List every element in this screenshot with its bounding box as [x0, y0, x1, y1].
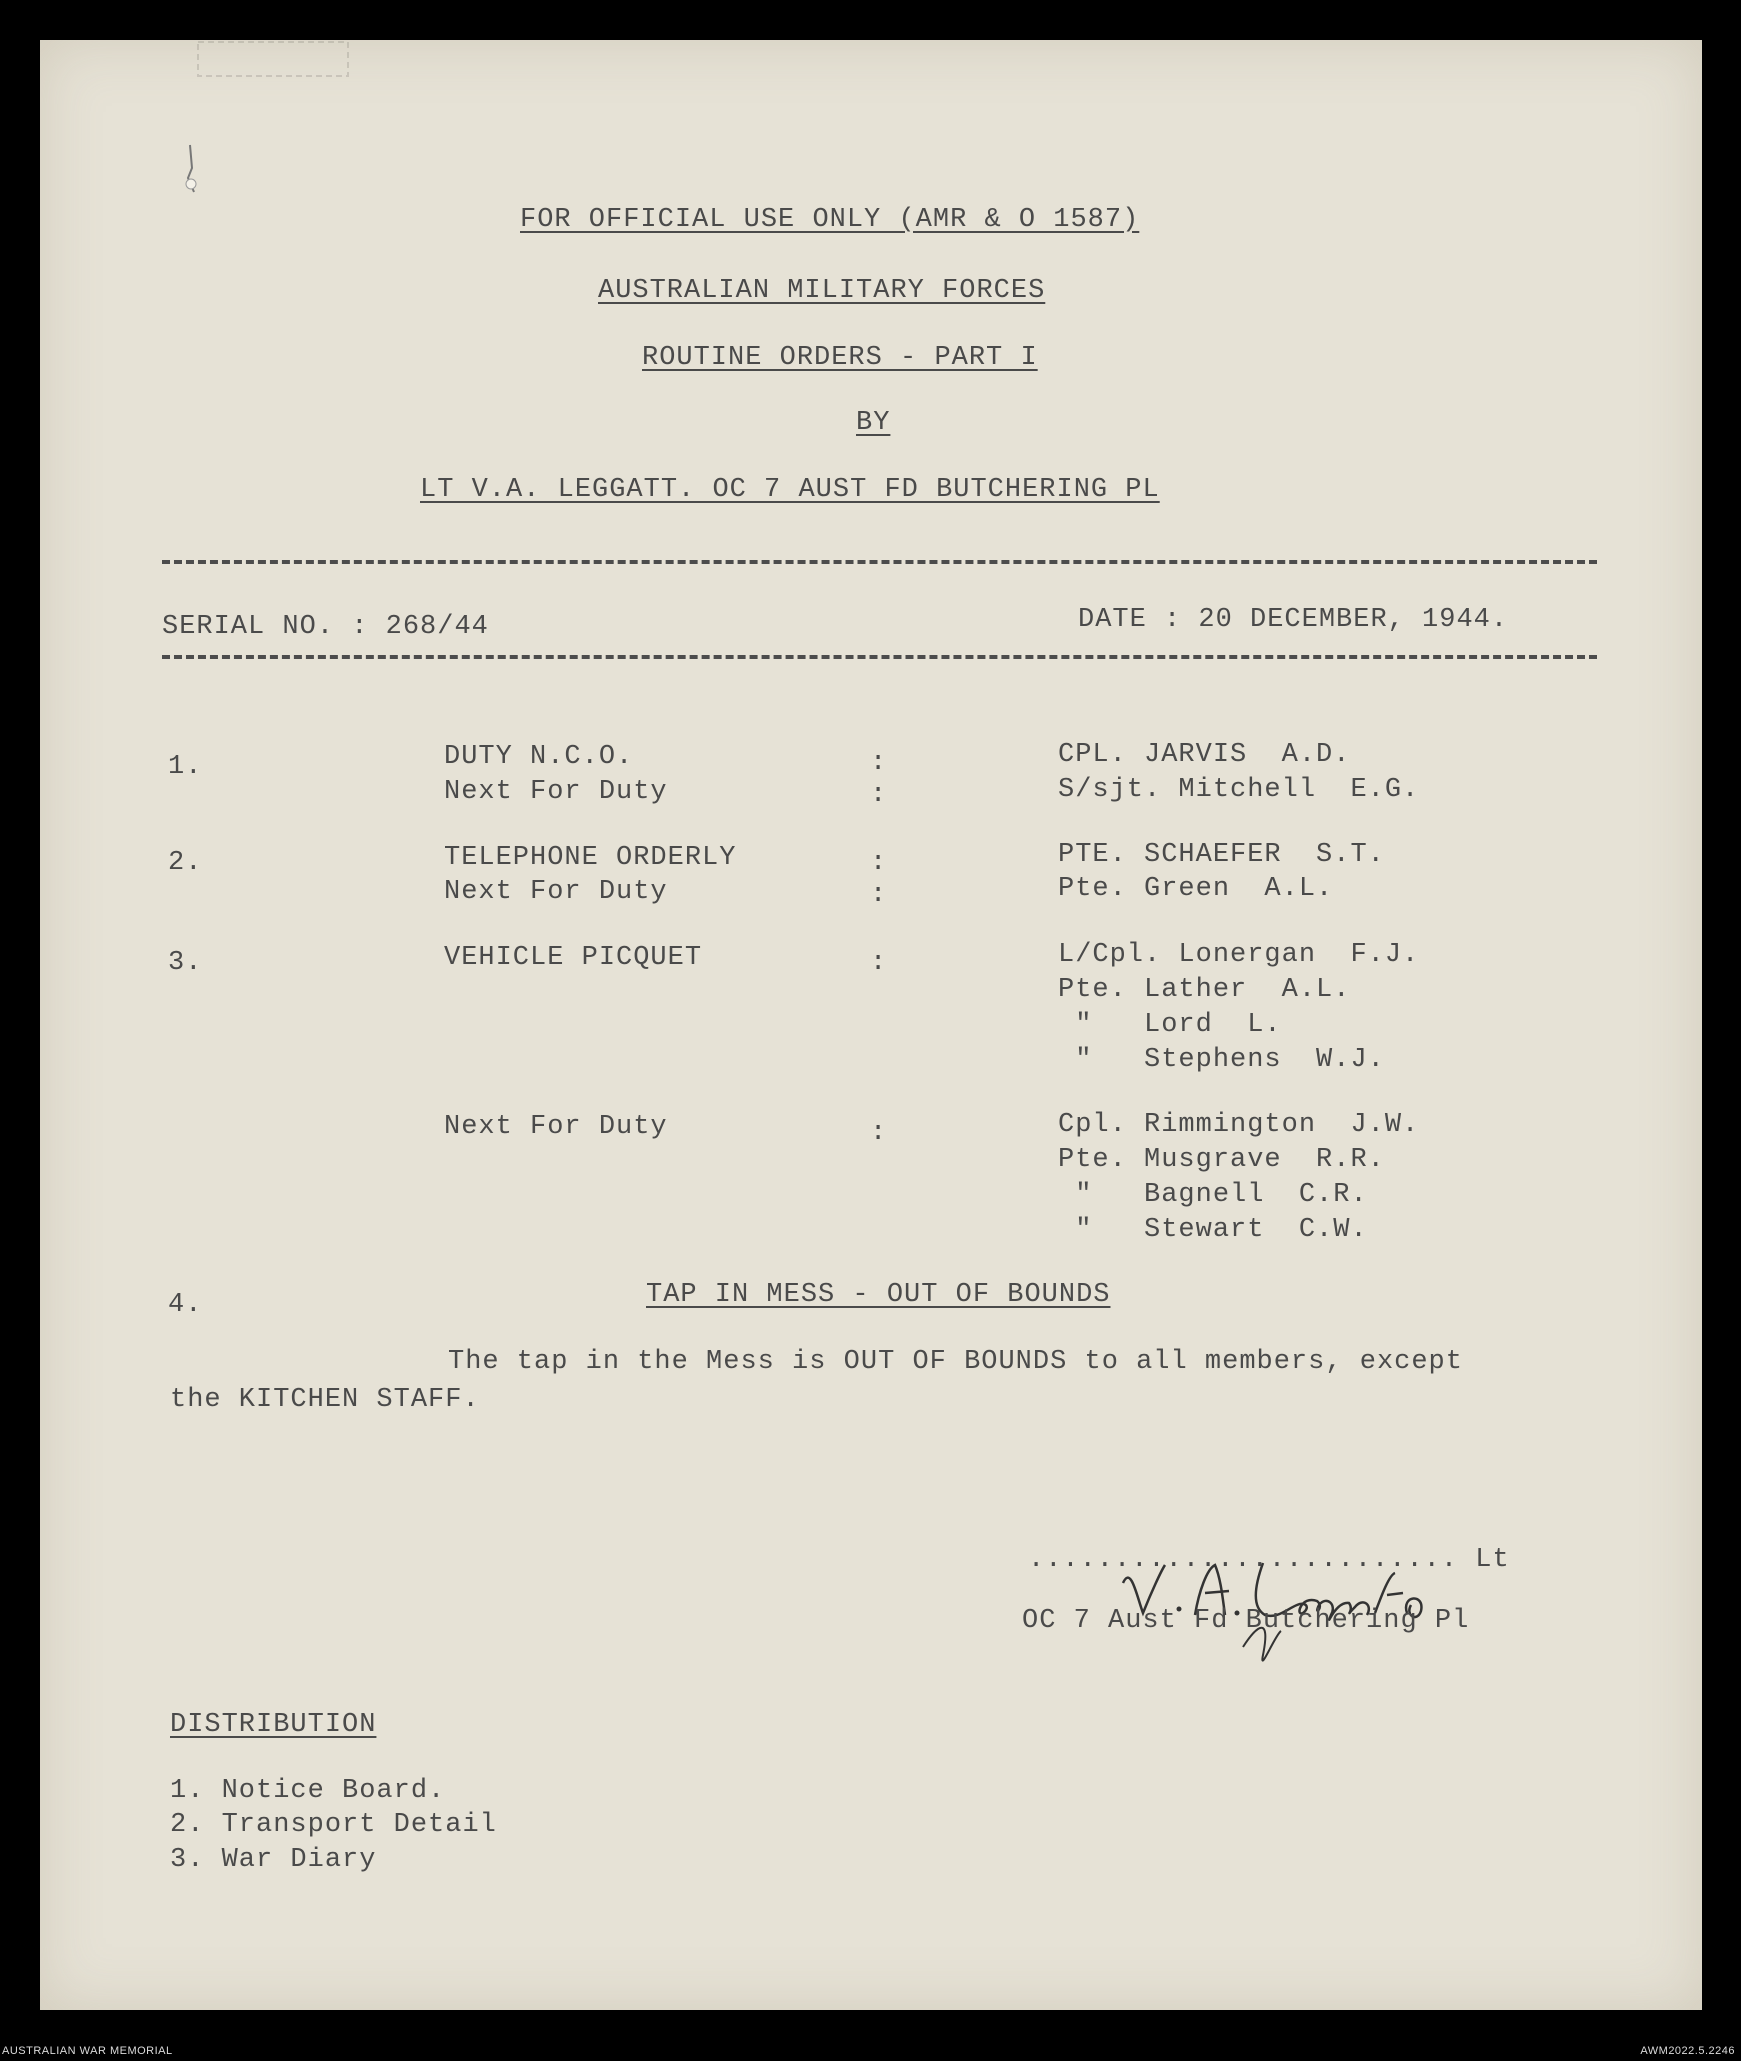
- item-number: 1.: [168, 752, 203, 782]
- duty-label: Next For Duty: [444, 1112, 668, 1142]
- duty-label: TELEPHONE ORDERLY: [444, 843, 737, 873]
- header-line-official-use: FOR OFFICIAL USE ONLY (AMR & O 1587): [520, 205, 1140, 235]
- duty-name: L/Cpl. Lonergan F.J.: [1058, 940, 1420, 970]
- duty-colon: :: [870, 780, 888, 810]
- duty-name: CPL. JARVIS A.D.: [1058, 740, 1351, 770]
- footer-accession: AWM2022.5.2246: [1640, 2045, 1735, 2057]
- duty-name: Pte. Green A.L.: [1058, 874, 1334, 904]
- signature-dots: ......................... Lt: [1028, 1545, 1510, 1575]
- duty-name: Pte. Lather A.L.: [1058, 975, 1351, 1005]
- item-body-line: the KITCHEN STAFF.: [170, 1385, 480, 1415]
- duty-label: VEHICLE PICQUET: [444, 943, 703, 973]
- duty-label: Next For Duty: [444, 777, 668, 807]
- serial-number: SERIAL NO. : 268/44: [162, 612, 489, 642]
- duty-name: Cpl. Rimmington J.W.: [1058, 1110, 1420, 1140]
- duty-name: " Stewart C.W.: [1058, 1215, 1368, 1245]
- duty-colon: :: [870, 880, 888, 910]
- duty-name: " Stephens W.J.: [1058, 1045, 1385, 1075]
- item-body-line: The tap in the Mess is OUT OF BOUNDS to all members, except: [448, 1347, 1463, 1377]
- duty-name: " Bagnell C.R.: [1058, 1180, 1368, 1210]
- distribution-item: 1. Notice Board.: [170, 1776, 446, 1806]
- faint-stamp-mark: [196, 40, 356, 80]
- header-line-issuer: LT V.A. LEGGATT. OC 7 AUST FD BUTCHERING PL: [420, 475, 1160, 505]
- duty-colon: :: [870, 848, 888, 878]
- duty-colon: :: [870, 948, 888, 978]
- duty-name: PTE. SCHAEFER S.T.: [1058, 840, 1385, 870]
- duty-colon: :: [870, 748, 888, 778]
- header-line-routine-orders: ROUTINE ORDERS - PART I: [642, 343, 1038, 373]
- duty-name: " Lord L.: [1058, 1010, 1282, 1040]
- duty-name: Pte. Musgrave R.R.: [1058, 1145, 1385, 1175]
- divider-top: [162, 560, 1597, 564]
- distribution-item: 2. Transport Detail: [170, 1810, 497, 1840]
- item-number: 3.: [168, 948, 203, 978]
- footer-credit: AUSTRALIAN WAR MEMORIAL: [2, 2045, 173, 2057]
- item-number: 2.: [168, 848, 203, 878]
- header-line-by: BY: [856, 408, 891, 438]
- divider-bottom: [162, 655, 1597, 659]
- order-date: DATE : 20 DECEMBER, 1944.: [1078, 605, 1509, 635]
- distribution-item: 3. War Diary: [170, 1845, 377, 1875]
- distribution-heading: DISTRIBUTION: [170, 1710, 377, 1740]
- header-line-forces: AUSTRALIAN MILITARY FORCES: [598, 276, 1046, 306]
- pin-hole-icon: [170, 140, 210, 200]
- duty-label: DUTY N.C.O.: [444, 742, 634, 772]
- item-heading: TAP IN MESS - OUT OF BOUNDS: [646, 1280, 1111, 1310]
- duty-label: Next For Duty: [444, 877, 668, 907]
- duty-name: S/sjt. Mitchell E.G.: [1058, 775, 1420, 805]
- duty-colon: :: [870, 1118, 888, 1148]
- item-number: 4.: [168, 1290, 203, 1320]
- signatory-title: OC 7 Aust Fd Butchering Pl: [1022, 1606, 1470, 1636]
